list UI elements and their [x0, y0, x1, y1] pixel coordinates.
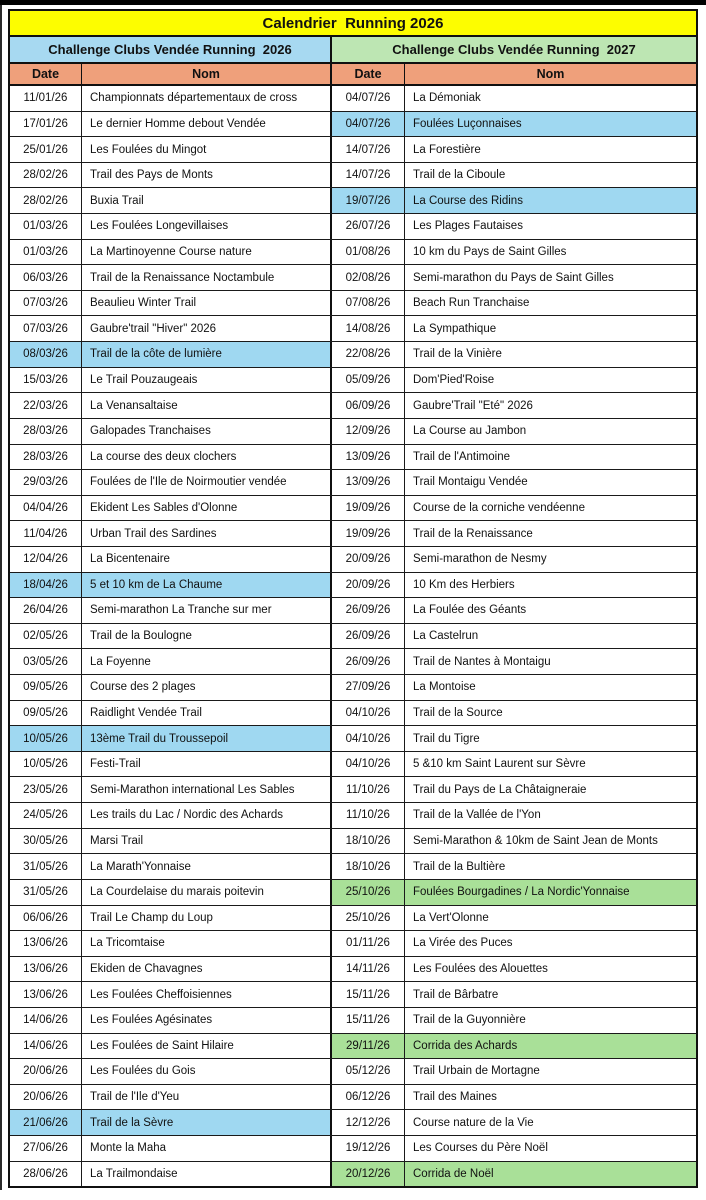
table-row: [10, 624, 696, 650]
event-name-cell: Gaubre'Trail "Eté" 2026: [413, 399, 533, 412]
event-date-cell: 14/07/26: [332, 163, 405, 188]
event-name-cell: La Castelrun: [413, 630, 479, 643]
event-date-cell: 31/05/26: [10, 854, 82, 879]
event-name-cell: Gaubre'trail "Hiver" 2026: [82, 316, 332, 341]
table-row: [10, 777, 696, 803]
col-header-date-left: Date: [10, 64, 82, 84]
table-row: [10, 1059, 696, 1085]
event-date-cell: 04/07/26: [332, 86, 405, 111]
event-date-cell: 15/11/26: [332, 982, 405, 1007]
event-date-cell: 19/12/26: [332, 1136, 405, 1161]
table-row: [10, 86, 696, 112]
event-date-cell: 28/06/26: [10, 1162, 82, 1187]
event-date-cell: 14/07/26: [332, 137, 405, 162]
event-name-cell: Semi-Marathon & 10km de Saint Jean de Monts: [413, 834, 658, 847]
event-name-cell: La Démoniak: [413, 92, 481, 105]
table-row: [10, 957, 696, 983]
event-name-cell: La Course au Jambon: [413, 425, 527, 438]
event-date-cell: 11/10/26: [332, 777, 405, 802]
event-name-cell: Beach Run Tranchaise: [413, 297, 530, 310]
event-date-cell: 07/03/26: [10, 316, 82, 341]
col-header-nom-left: Nom: [82, 64, 332, 84]
event-name-cell: Dom'Pied'Roise: [413, 374, 495, 386]
event-name-cell: Trail de la Renaissance: [413, 527, 533, 540]
event-date-cell: 26/09/26: [332, 649, 405, 674]
event-name-cell: Championnats départementaux de cross: [82, 86, 332, 111]
table-row: [10, 880, 696, 906]
event-date-cell: 28/03/26: [10, 419, 82, 444]
challenge-header-2027: Challenge Clubs Vendée Running 2027: [332, 37, 696, 62]
event-name-cell: Trail du Tigre: [413, 732, 480, 745]
event-name-cell: Semi-Marathon international Les Sables: [82, 777, 332, 802]
event-date-cell: 29/11/26: [332, 1034, 405, 1059]
event-name-cell: Trail de la Bultière: [413, 860, 506, 873]
event-name-cell: Semi-marathon La Tranche sur mer: [82, 598, 332, 623]
event-date-cell: 28/02/26: [10, 188, 82, 213]
table-row: [10, 726, 696, 752]
table-row: [10, 701, 696, 727]
event-name-cell: Galopades Tranchaises: [82, 419, 332, 444]
table-row: [10, 752, 696, 778]
event-date-cell: 28/02/26: [10, 163, 82, 188]
event-date-cell: 17/01/26: [10, 112, 82, 137]
event-name-cell: Raidlight Vendée Trail: [82, 701, 332, 726]
event-date-cell: 25/01/26: [10, 137, 82, 162]
event-name-cell: 13ème Trail du Troussepoil: [82, 726, 332, 751]
event-date-cell: 06/09/26: [332, 393, 405, 418]
event-name-cell: Trail de la Renaissance Noctambule: [82, 265, 332, 290]
event-date-cell: 11/01/26: [10, 86, 82, 111]
event-date-cell: 07/03/26: [10, 291, 82, 316]
event-name-cell: 10 km du Pays de Saint Gilles: [413, 245, 567, 258]
event-date-cell: 20/09/26: [332, 547, 405, 572]
event-name-cell: Corrida de Noël: [405, 1162, 696, 1187]
event-date-cell: 01/11/26: [332, 931, 405, 956]
event-date-cell: 01/03/26: [10, 240, 82, 265]
event-name-cell: Le dernier Homme debout Vendée: [82, 112, 332, 137]
event-date-cell: 11/04/26: [10, 521, 82, 546]
event-name-cell: La Forestière: [413, 143, 481, 156]
event-date-cell: 01/08/26: [332, 240, 405, 265]
event-date-cell: 07/08/26: [332, 291, 405, 316]
event-date-cell: 26/09/26: [332, 624, 405, 649]
event-date-cell: 05/12/26: [332, 1059, 405, 1084]
event-name-cell: Trail de la Guyonnière: [413, 1014, 526, 1027]
event-name-cell: La course des deux clochers: [82, 445, 332, 470]
table-row: [10, 393, 696, 419]
event-date-cell: 18/10/26: [332, 829, 405, 854]
event-name-cell: La Sympathique: [413, 322, 497, 335]
table-row: [10, 547, 696, 573]
table-row: [10, 112, 696, 138]
event-name-cell: Trail de Bârbatre: [413, 988, 499, 1001]
event-name-cell: Course des 2 plages: [82, 675, 332, 700]
event-date-cell: 22/08/26: [332, 342, 405, 367]
event-date-cell: 02/08/26: [332, 265, 405, 290]
event-name-cell: Trail de Nantes à Montaigu: [413, 655, 551, 668]
event-date-cell: 14/11/26: [332, 957, 405, 982]
event-name-cell: La Montoise: [413, 681, 476, 694]
event-date-cell: 13/06/26: [10, 982, 82, 1007]
event-date-cell: 26/07/26: [332, 214, 405, 239]
event-name-cell: Trail Le Champ du Loup: [82, 906, 332, 931]
calendar-table: [8, 9, 698, 1188]
event-name-cell: Urban Trail des Sardines: [82, 521, 332, 546]
table-row: [10, 265, 696, 291]
event-date-cell: 18/04/26: [10, 573, 82, 598]
table-row: [10, 291, 696, 317]
event-name-cell: Trail de l'Antimoine: [413, 450, 511, 463]
table-row: [10, 240, 696, 266]
event-name-cell: Foulées de l'Ile de Noirmoutier vendée: [82, 470, 332, 495]
event-name-cell: Trail du Pays de La Châtaigneraie: [413, 783, 587, 796]
event-name-cell: Trail de la Boulogne: [82, 624, 332, 649]
table-row: [10, 1085, 696, 1111]
table-row: [10, 470, 696, 496]
event-date-cell: 14/08/26: [332, 316, 405, 341]
event-date-cell: 06/12/26: [332, 1085, 405, 1110]
challenge-header-row: [10, 37, 696, 64]
event-date-cell: 23/05/26: [10, 777, 82, 802]
event-name-cell: Trail de la Vallée de l'Yon: [413, 809, 541, 822]
event-date-cell: 03/05/26: [10, 649, 82, 674]
event-date-cell: 20/06/26: [10, 1085, 82, 1110]
event-name-cell: Trail des Pays de Monts: [82, 163, 332, 188]
event-name-cell: La Courdelaise du marais poitevin: [82, 880, 332, 905]
table-row: [10, 931, 696, 957]
event-date-cell: 04/10/26: [332, 752, 405, 777]
calendar-rows: [10, 86, 696, 1186]
table-row: [10, 649, 696, 675]
event-name-cell: Trail Montaigu Vendée: [413, 476, 528, 489]
event-name-cell: Trail de la Vinière: [413, 348, 502, 361]
event-name-cell: Semi-marathon de Nesmy: [413, 553, 547, 566]
event-name-cell: Les Foulées Longevillaises: [82, 214, 332, 239]
table-row: [10, 368, 696, 394]
table-row: [10, 803, 696, 829]
table-row: [10, 163, 696, 189]
event-date-cell: 24/05/26: [10, 803, 82, 828]
event-name-cell: Foulées Bourgadines / La Nordic'Yonnaise: [405, 880, 696, 905]
col-header-nom-right: Nom: [536, 67, 565, 81]
event-name-cell: Monte la Maha: [82, 1136, 332, 1161]
table-row: [10, 1034, 696, 1060]
event-date-cell: 13/06/26: [10, 931, 82, 956]
event-name-cell: Le Trail Pouzaugeais: [82, 368, 332, 393]
scan-edge-line: [0, 5, 2, 1190]
event-name-cell: La Foulée des Géants: [413, 604, 527, 617]
event-date-cell: 04/04/26: [10, 496, 82, 521]
event-name-cell: 10 Km des Herbiers: [413, 578, 515, 591]
event-name-cell: Trail de la Source: [413, 706, 503, 719]
event-name-cell: La Tricomtaise: [82, 931, 332, 956]
table-row: [10, 316, 696, 342]
event-date-cell: 27/09/26: [332, 675, 405, 700]
event-date-cell: 19/09/26: [332, 496, 405, 521]
event-name-cell: Les Foulées du Gois: [82, 1059, 332, 1084]
event-date-cell: 31/05/26: [10, 880, 82, 905]
event-name-cell: Trail Urbain de Mortagne: [413, 1065, 540, 1078]
table-row: [10, 1110, 696, 1136]
event-date-cell: 01/03/26: [10, 214, 82, 239]
event-date-cell: 12/04/26: [10, 547, 82, 572]
event-date-cell: 19/07/26: [332, 188, 405, 213]
table-row: [10, 419, 696, 445]
col-header-date-right: Date: [332, 64, 405, 84]
table-row: [10, 214, 696, 240]
event-name-cell: La Vert'Olonne: [413, 911, 489, 924]
event-date-cell: 18/10/26: [332, 854, 405, 879]
event-date-cell: 28/03/26: [10, 445, 82, 470]
table-row: [10, 137, 696, 163]
page-title: Calendrier Running 2026: [10, 11, 696, 37]
event-date-cell: 14/06/26: [10, 1034, 82, 1059]
event-name-cell: La Course des Ridins: [405, 188, 696, 213]
event-name-cell: Les Foulées des Alouettes: [413, 963, 548, 976]
table-row: [10, 1008, 696, 1034]
table-row: [10, 496, 696, 522]
event-date-cell: 04/10/26: [332, 701, 405, 726]
event-date-cell: 13/09/26: [332, 470, 405, 495]
event-name-cell: Marsi Trail: [82, 829, 332, 854]
event-date-cell: 09/05/26: [10, 701, 82, 726]
table-row: [10, 445, 696, 471]
event-name-cell: Les Foulées Cheffoisiennes: [82, 982, 332, 1007]
event-name-cell: Les Foulées de Saint Hilaire: [82, 1034, 332, 1059]
event-date-cell: 12/12/26: [332, 1110, 405, 1135]
event-date-cell: 08/03/26: [10, 342, 82, 367]
event-name-cell: La Trailmondaise: [82, 1162, 332, 1187]
event-date-cell: 02/05/26: [10, 624, 82, 649]
event-name-cell: Course nature de la Vie: [413, 1116, 534, 1129]
table-row: [10, 906, 696, 932]
table-row: [10, 854, 696, 880]
table-row: [10, 982, 696, 1008]
event-name-cell: La Martinoyenne Course nature: [82, 240, 332, 265]
event-date-cell: 12/09/26: [332, 419, 405, 444]
event-date-cell: 15/03/26: [10, 368, 82, 393]
event-date-cell: 26/04/26: [10, 598, 82, 623]
event-name-cell: La Bicentenaire: [82, 547, 332, 572]
event-name-cell: Les Plages Fautaises: [413, 220, 523, 233]
event-name-cell: Ekiden de Chavagnes: [82, 957, 332, 982]
event-name-cell: Festi-Trail: [82, 752, 332, 777]
event-date-cell: 20/12/26: [332, 1162, 405, 1187]
event-date-cell: 30/05/26: [10, 829, 82, 854]
event-date-cell: 25/10/26: [332, 906, 405, 931]
table-row: [10, 675, 696, 701]
event-name-cell: Semi-marathon du Pays de Saint Gilles: [413, 271, 614, 284]
event-date-cell: 13/06/26: [10, 957, 82, 982]
event-date-cell: 20/09/26: [332, 573, 405, 598]
event-date-cell: 15/11/26: [332, 1008, 405, 1033]
table-row: [10, 573, 696, 599]
event-date-cell: 11/10/26: [332, 803, 405, 828]
event-name-cell: Les Foulées Agésinates: [82, 1008, 332, 1033]
event-date-cell: 06/03/26: [10, 265, 82, 290]
event-date-cell: 29/03/26: [10, 470, 82, 495]
event-name-cell: Trail de la côte de lumière: [82, 342, 332, 367]
event-date-cell: 19/09/26: [332, 521, 405, 546]
table-row: [10, 521, 696, 547]
event-date-cell: 06/06/26: [10, 906, 82, 931]
event-name-cell: Corrida des Achards: [405, 1034, 696, 1059]
event-date-cell: 22/03/26: [10, 393, 82, 418]
event-name-cell: Beaulieu Winter Trail: [82, 291, 332, 316]
event-name-cell: Les trails du Lac / Nordic des Achards: [82, 803, 332, 828]
event-name-cell: La Venansaltaise: [82, 393, 332, 418]
event-name-cell: La Virée des Puces: [413, 937, 513, 950]
event-date-cell: 13/09/26: [332, 445, 405, 470]
event-name-cell: La Marath'Yonnaise: [82, 854, 332, 879]
event-name-cell: Ekident Les Sables d'Olonne: [82, 496, 332, 521]
table-row: [10, 342, 696, 368]
event-date-cell: 27/06/26: [10, 1136, 82, 1161]
event-name-cell: 5 et 10 km de La Chaume: [82, 573, 332, 598]
event-name-cell: Course de la corniche vendéenne: [413, 502, 585, 515]
event-name-cell: Trail de la Sèvre: [82, 1110, 332, 1135]
challenge-header-2026: Challenge Clubs Vendée Running 2026: [10, 37, 332, 62]
event-date-cell: 10/05/26: [10, 726, 82, 751]
table-row: [10, 1136, 696, 1162]
event-name-cell: La Foyenne: [82, 649, 332, 674]
table-row: [10, 829, 696, 855]
column-header-row: [10, 64, 696, 86]
event-date-cell: 04/07/26: [332, 112, 405, 137]
event-name-cell: Les Foulées du Mingot: [82, 137, 332, 162]
event-date-cell: 26/09/26: [332, 598, 405, 623]
table-row: [10, 1162, 696, 1187]
event-date-cell: 10/05/26: [10, 752, 82, 777]
event-name-cell: 5 &10 km Saint Laurent sur Sèvre: [413, 758, 586, 771]
top-black-bar: [0, 0, 706, 5]
event-date-cell: 05/09/26: [332, 368, 405, 393]
event-date-cell: 25/10/26: [332, 880, 405, 905]
event-date-cell: 04/10/26: [332, 726, 405, 751]
event-date-cell: 09/05/26: [10, 675, 82, 700]
event-name-cell: Trail des Maines: [413, 1091, 497, 1104]
event-date-cell: 14/06/26: [10, 1008, 82, 1033]
event-name-cell: Trail de la Ciboule: [413, 169, 506, 182]
table-row: [10, 598, 696, 624]
event-name-cell: Foulées Luçonnaises: [405, 112, 696, 137]
event-name-cell: Buxia Trail: [82, 188, 332, 213]
event-date-cell: 21/06/26: [10, 1110, 82, 1135]
event-name-cell: Les Courses du Père Noël: [413, 1142, 548, 1155]
event-name-cell: Trail de l'Ile d'Yeu: [82, 1085, 332, 1110]
table-row: [10, 188, 696, 214]
event-date-cell: 20/06/26: [10, 1059, 82, 1084]
